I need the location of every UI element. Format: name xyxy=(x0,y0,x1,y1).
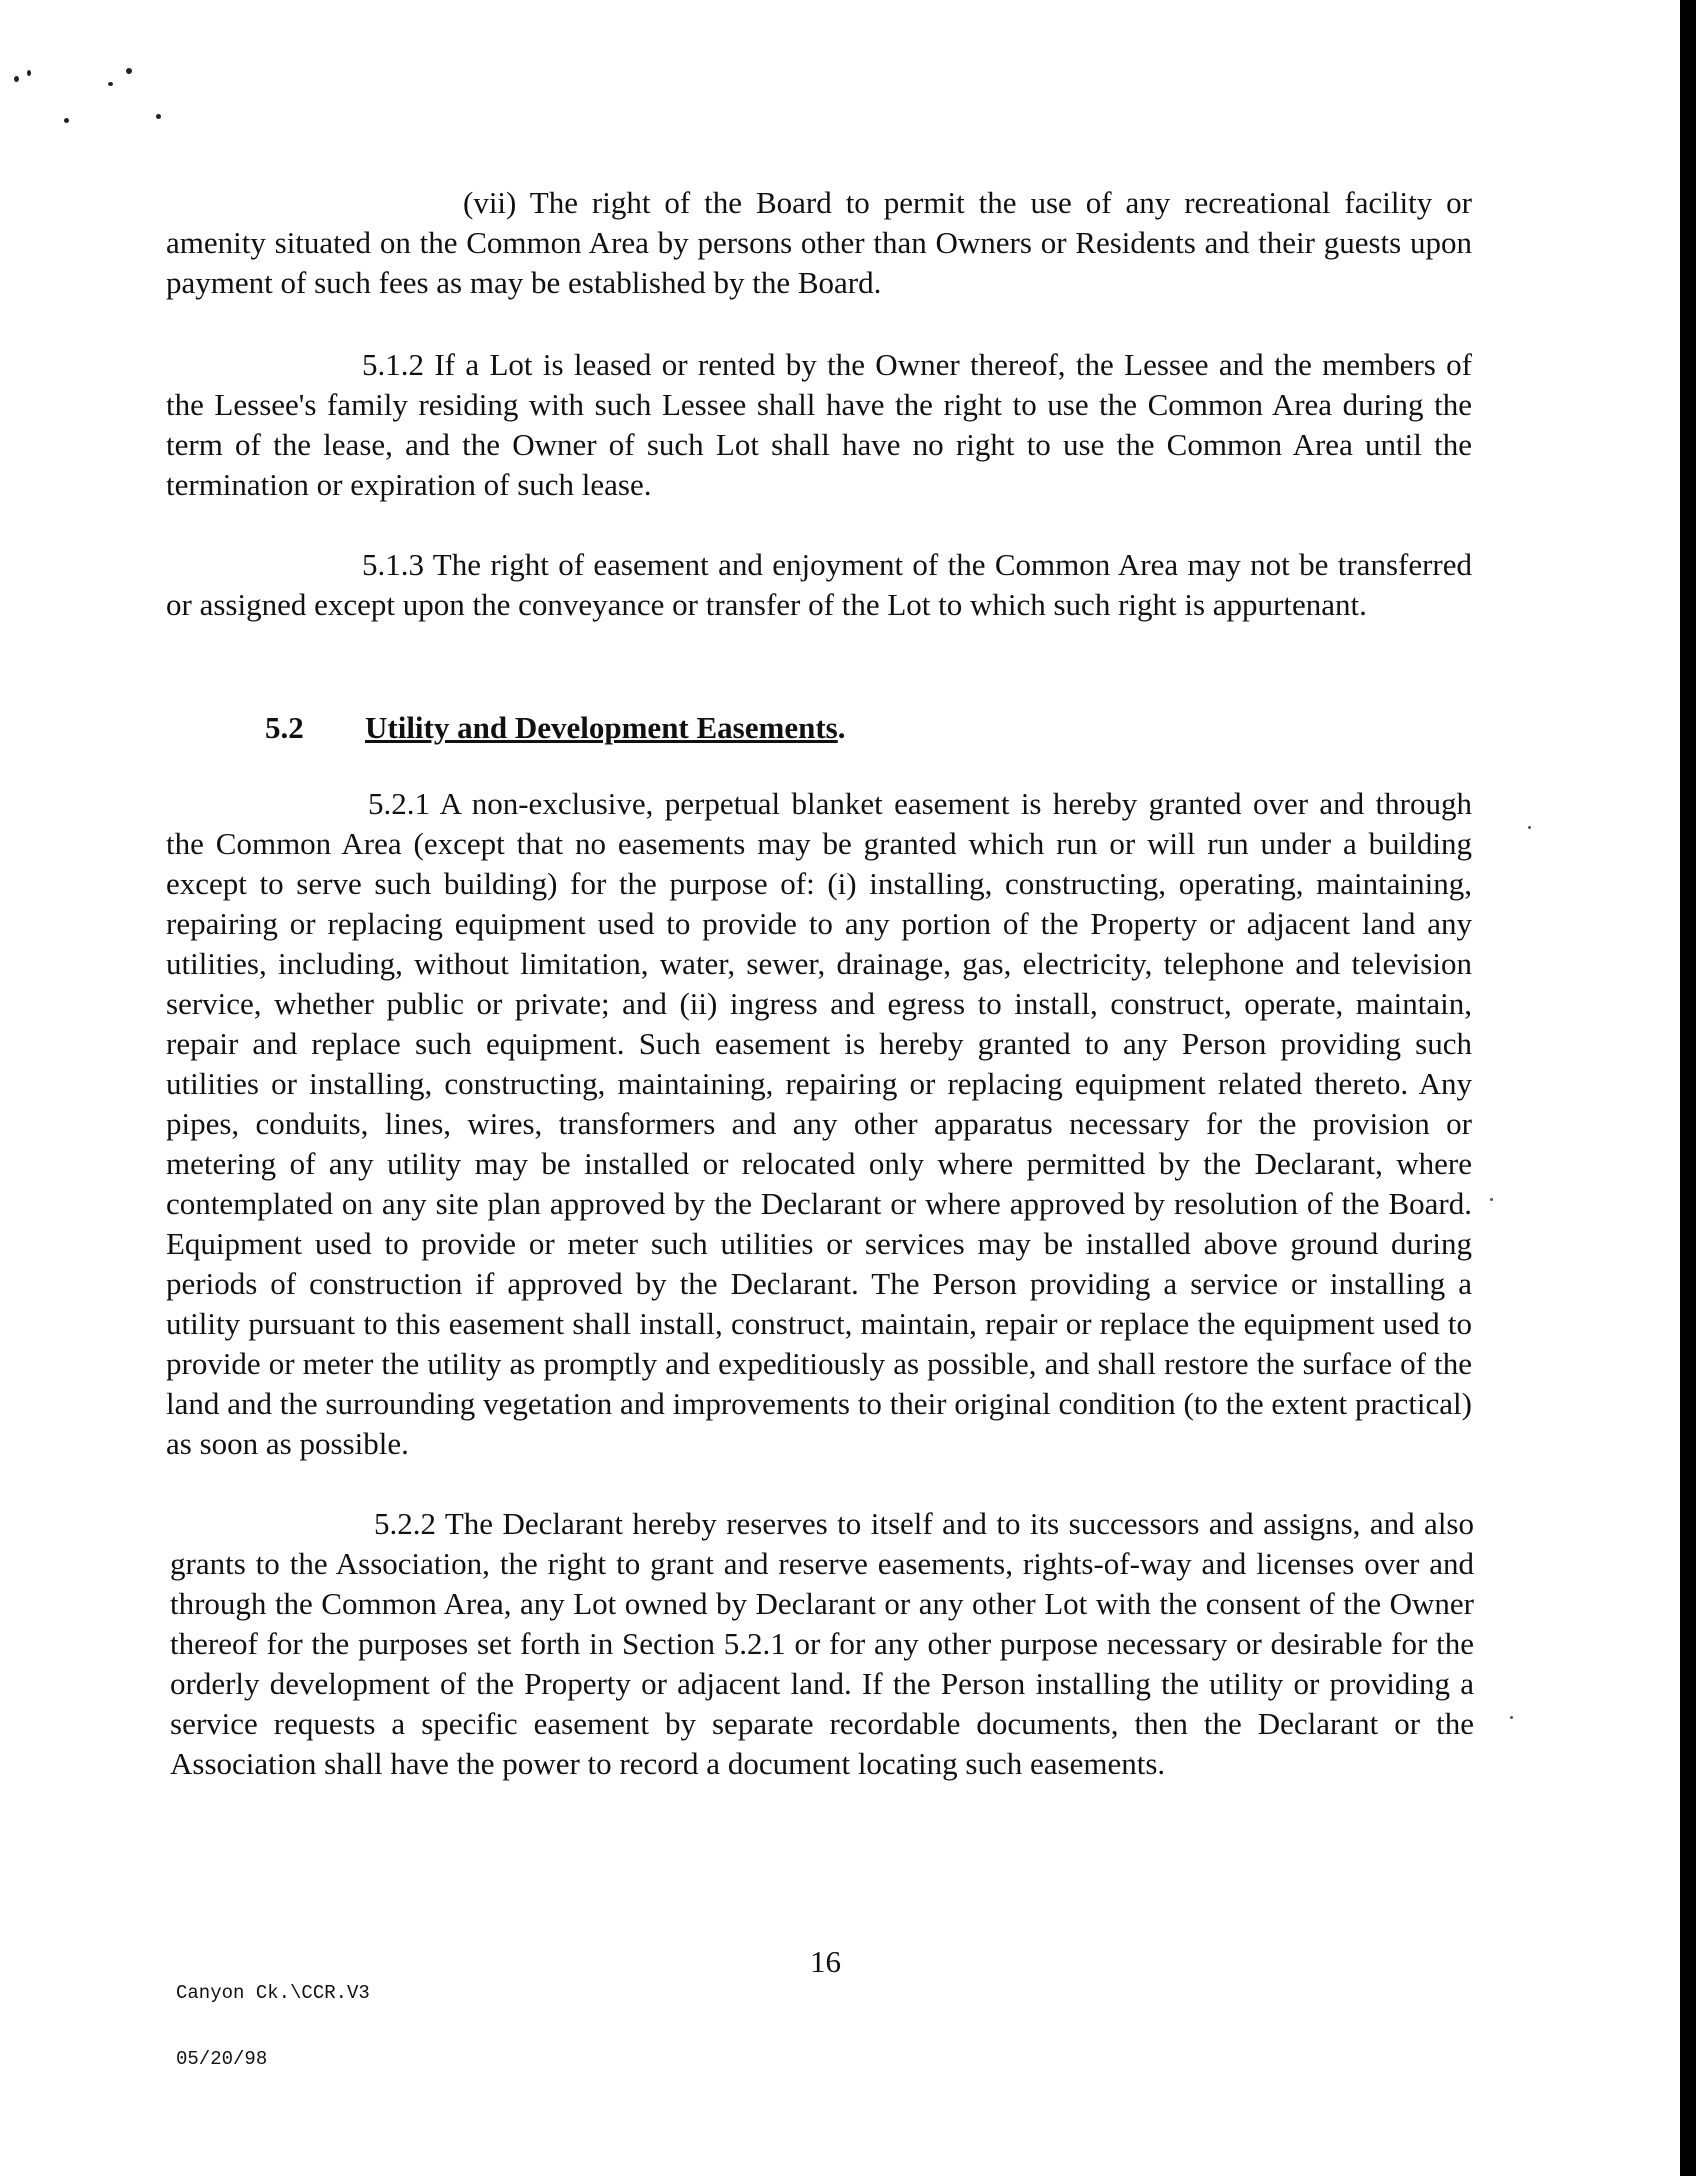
scan-speck xyxy=(64,118,69,123)
scan-edge-bar xyxy=(1680,0,1696,2176)
scan-speck xyxy=(27,70,31,76)
footer-file-reference xyxy=(176,1938,370,2092)
scan-speck xyxy=(1528,826,1531,829)
paragraph-5-1-3: 5.1.3 The right of easement and enjoyment of the Common Area may not be transferred or assigned except upon the conveyance or transfer of the Lot to which such right is appurtenant. xyxy=(166,547,1472,622)
section-title: Utility and Development Easements xyxy=(365,710,838,745)
paragraph-5-1-2: 5.1.2 If a Lot is leased or rented by the Owner thereof, the Lessee and the members of the Lessee's family residing with such Lessee shall have the right to use the Common Area during the term of the lease, and the Owner of such Lot shall have no right to use the Common Area until the termination or expiration of such lease. xyxy=(166,347,1472,502)
section-number: 5.2 xyxy=(265,710,304,745)
footer-date: 05/20/98 xyxy=(176,2048,268,2070)
scan-speck xyxy=(14,76,19,82)
paragraph-5-2-1: 5.2.1 A non-exclusive, perpetual blanket easement is hereby granted over and through the Common Area (except that no easements may be granted which run or will run under a building except to serve such building) for the purpose of: (i) installing, constructing, operating, maintaining, repairing or replacing equipment used to provide to any portion of the Property or adjacent land any utilities, including, without limitation, water, sewer, drainage, gas, electricity, telephone and television service, whether public or private; and (ii) ingress and egress to install, construct, operate, maintain, repair and replace such equipment. Such easement is hereby granted to any Person providing such utilities or installing, constructing, maintaining, repairing or replacing equipment related thereto. Any pipes, conduits, lines, wires, transformers and any other apparatus necessary for the provision or metering of any utility may be installed or relocated only where permitted by the Declarant, where contemplated on any site plan approved by the Declarant or where approved by resolution of the Board. Equipment used to provide or meter such utilities or services may be installed above ground during periods of construction if approved by the Declarant. The Person providing a service or installing a utility pursuant to this easement shall install, construct, maintain, repair or replace the equipment used to provide or meter the utility as promptly and expeditiously as possible, and shall restore the surface of the land and the surrounding vegetation and improvements to their original condition (to the extent practical) as soon as possible. xyxy=(166,786,1472,1461)
scan-speck xyxy=(1490,1198,1493,1201)
scan-speck xyxy=(1510,1716,1513,1719)
paragraph-vii: (vii) The right of the Board to permit the use of any recreational facility or amenity situated on the Common Area by persons other than Owners or Residents and their guests upon payment of such fees as may be established by the Board. xyxy=(166,185,1472,300)
section-heading-5-2 xyxy=(265,708,845,748)
paragraph-5-2-2: 5.2.2 The Declarant hereby reserves to itself and to its successors and assigns, and also grants to the Association, the right to grant and reserve easements, rights-of-way and licenses over and through the Common Area, any Lot owned by Declarant or any other Lot with the consent of the Owner thereof for the purposes set forth in Section 5.2.1 or for any other purpose necessary or desirable for the orderly development of the Property or adjacent land. If the Person installing the utility or providing a service requests a specific easement by separate recordable documents, then the Declarant or the Association shall have the power to record a document locating such easements. xyxy=(170,1506,1474,1781)
scan-speck xyxy=(126,68,132,74)
section-title-period: . xyxy=(837,710,846,745)
scan-speck xyxy=(108,82,113,86)
page-number: 16 xyxy=(810,1944,841,1979)
scan-speck xyxy=(156,114,161,119)
footer-file-name: Canyon Ck.\CCR.V3 xyxy=(176,1982,370,2004)
